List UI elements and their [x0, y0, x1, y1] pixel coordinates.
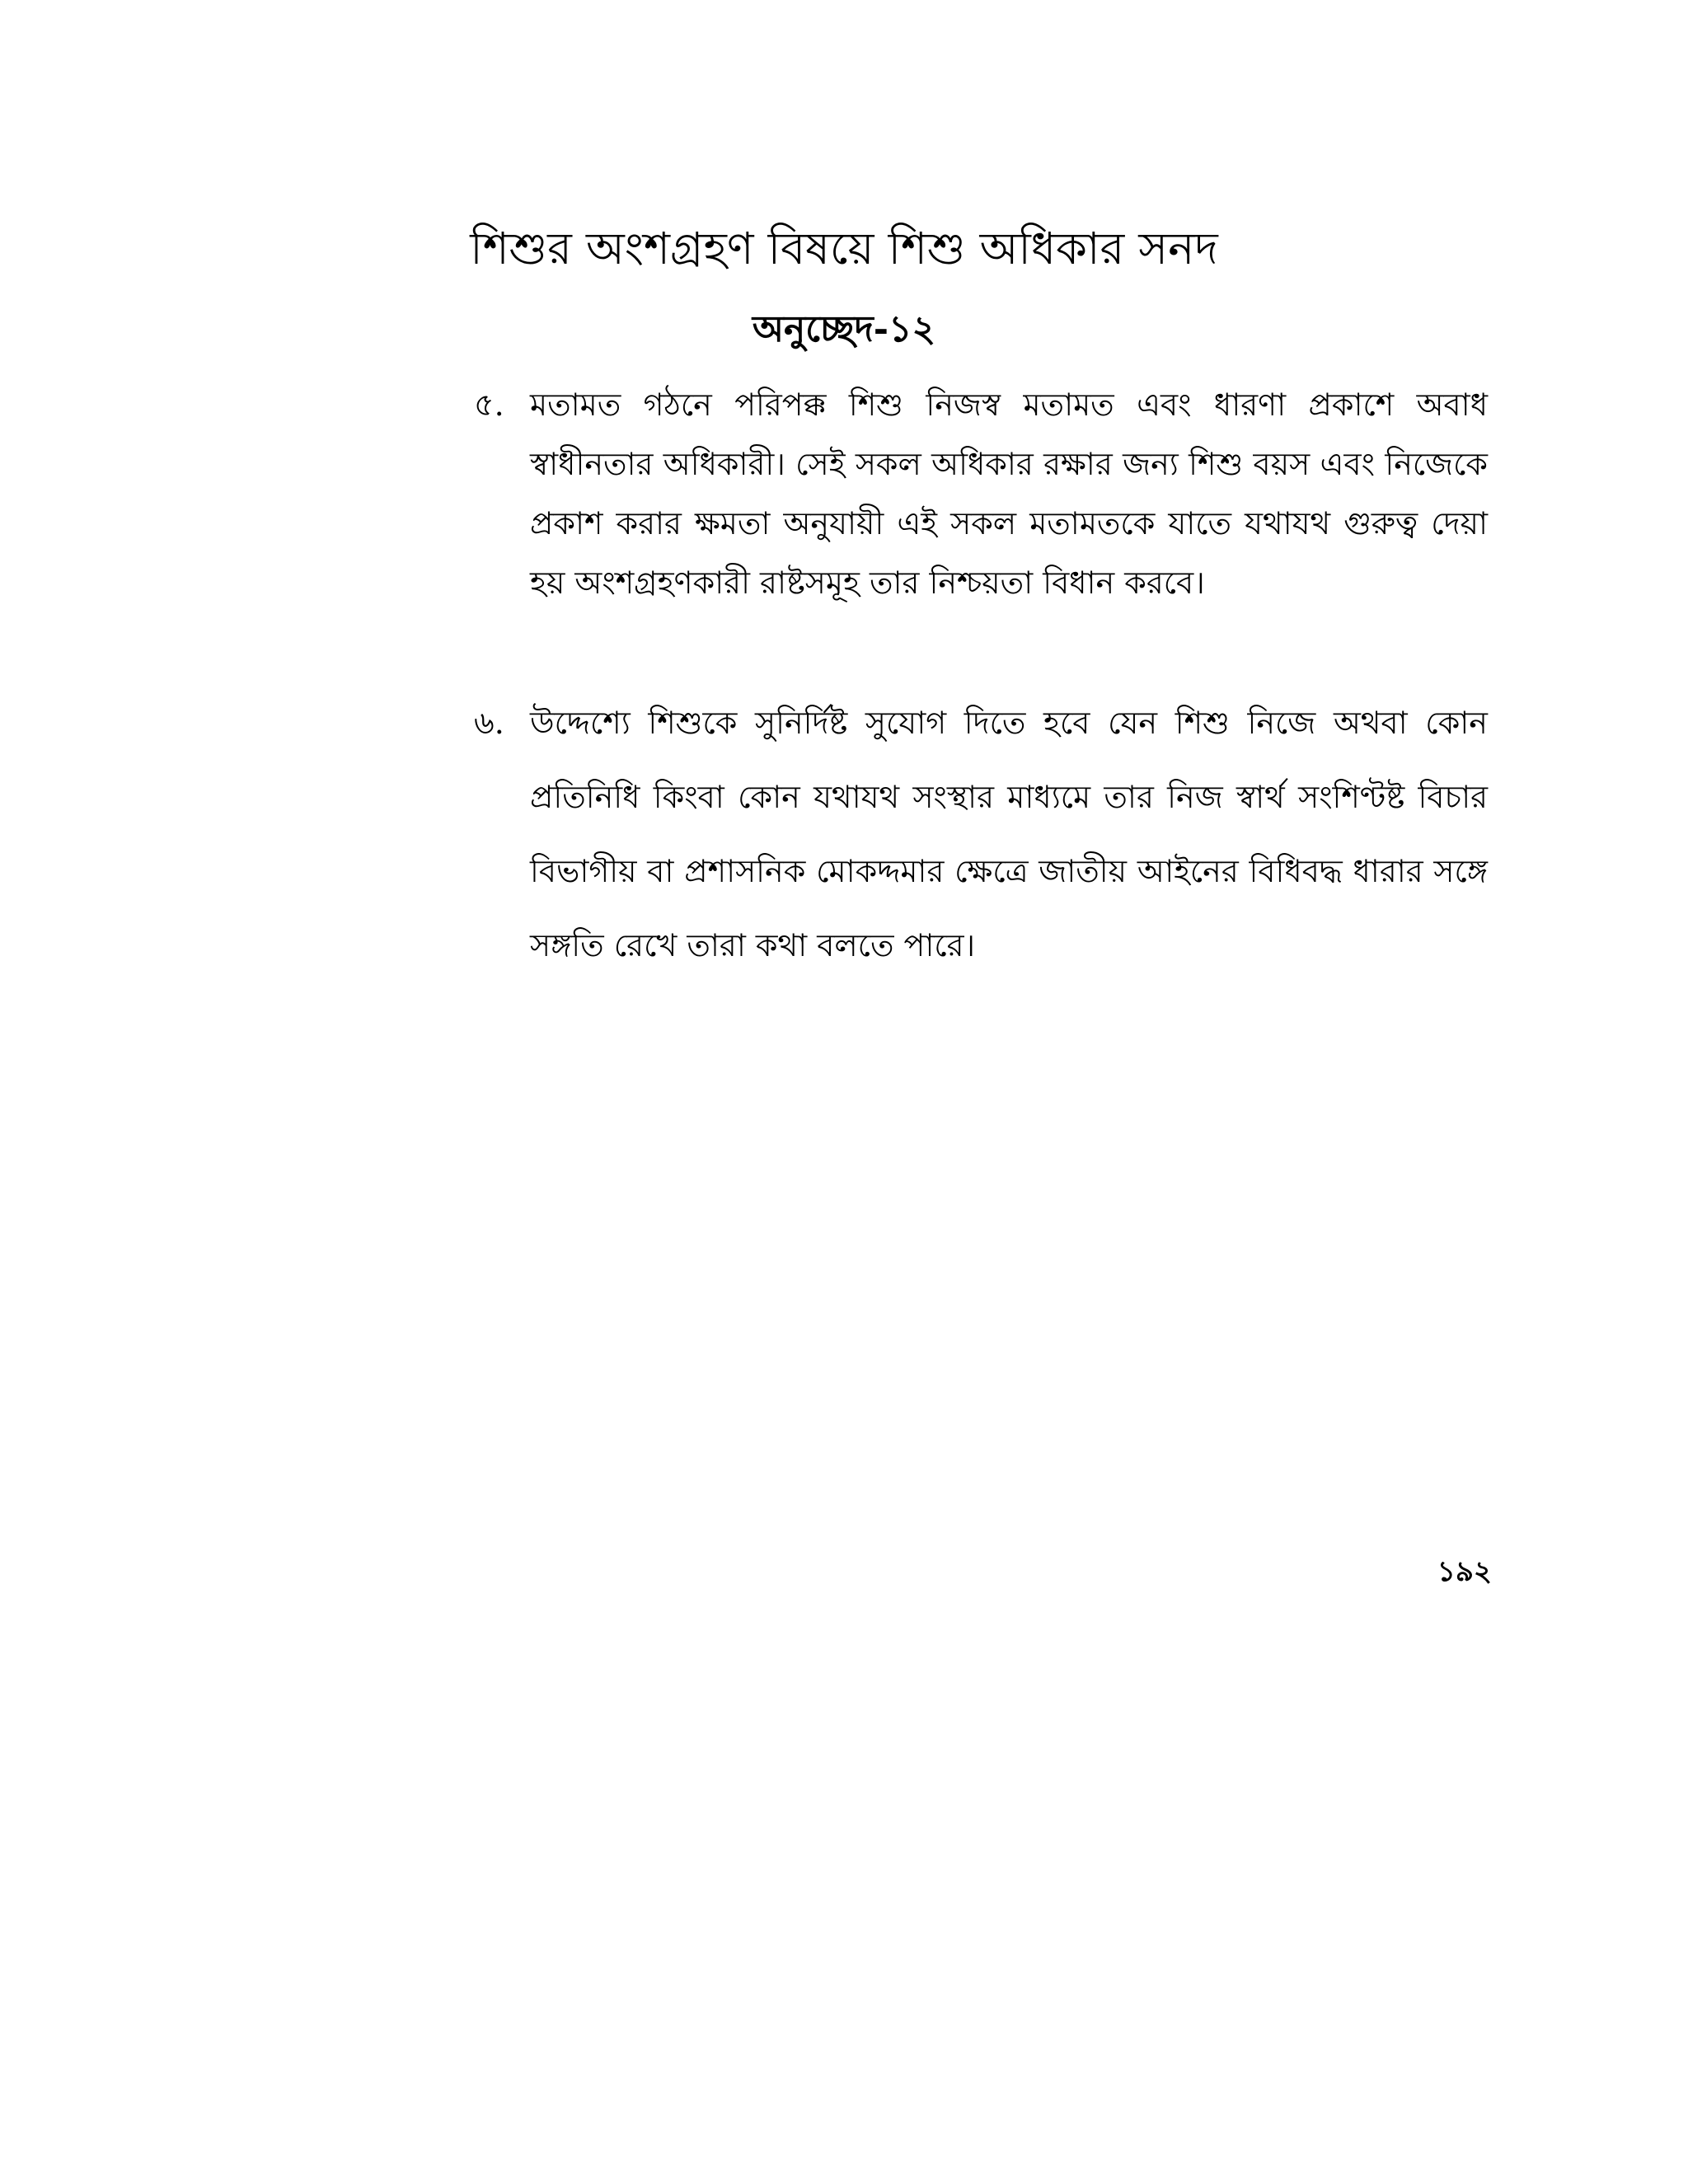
page-number: ১৯২ — [1437, 1555, 1492, 1588]
clause-number: ৫. — [474, 387, 504, 423]
clause-number: ৬. — [474, 705, 504, 741]
page-title: শিশুর অংশগ্রহণ বিষয়ে শিশু অধিকার সনদ — [470, 223, 1218, 274]
clause-text: মতামত গঠনে পরিপক্ক শিশু নিজস্ব মতামত এবং ধারণা প্রকাশে অবাধ স্বাধীনতার অধিকারী। সেই সকল অধিকার রক্ষার জন্য শিশু বয়স এবং নিজেকে প্রকাশ করার ক্ষমতা অনুযায়ী এই সকল মতামতকে যাতে যথাযথ গুরুত্ব দেয়া হয় অংশগ্রহণকারী রাষ্টসমূহ তার নিশ্চয়তা বিধান করবে। — [530, 387, 1488, 601]
article-heading: অনুচ্ছেদ-১২ — [752, 308, 936, 350]
clause-text: উদ্দেশ্যে শিশুকে সুনির্দিষ্ট সুযোগ দিতে হবে যেন শিশু নিজে অথবা কোন প্রতিনিধি কিংবা কোন যথাযথ সংস্থার মাধ্যমে তার নিজ স্বার্থ সংশিণ্টষ্ট বিচার বিভাগীয় বা প্রশাসনিক মোকদ্দমার ক্ষেত্রে জাতীয় আইনের বিধিবদ্ধ ধারার সঙ্গে সঙ্গতি রেখে তারা কথা বলতে পারে। — [530, 705, 1488, 963]
